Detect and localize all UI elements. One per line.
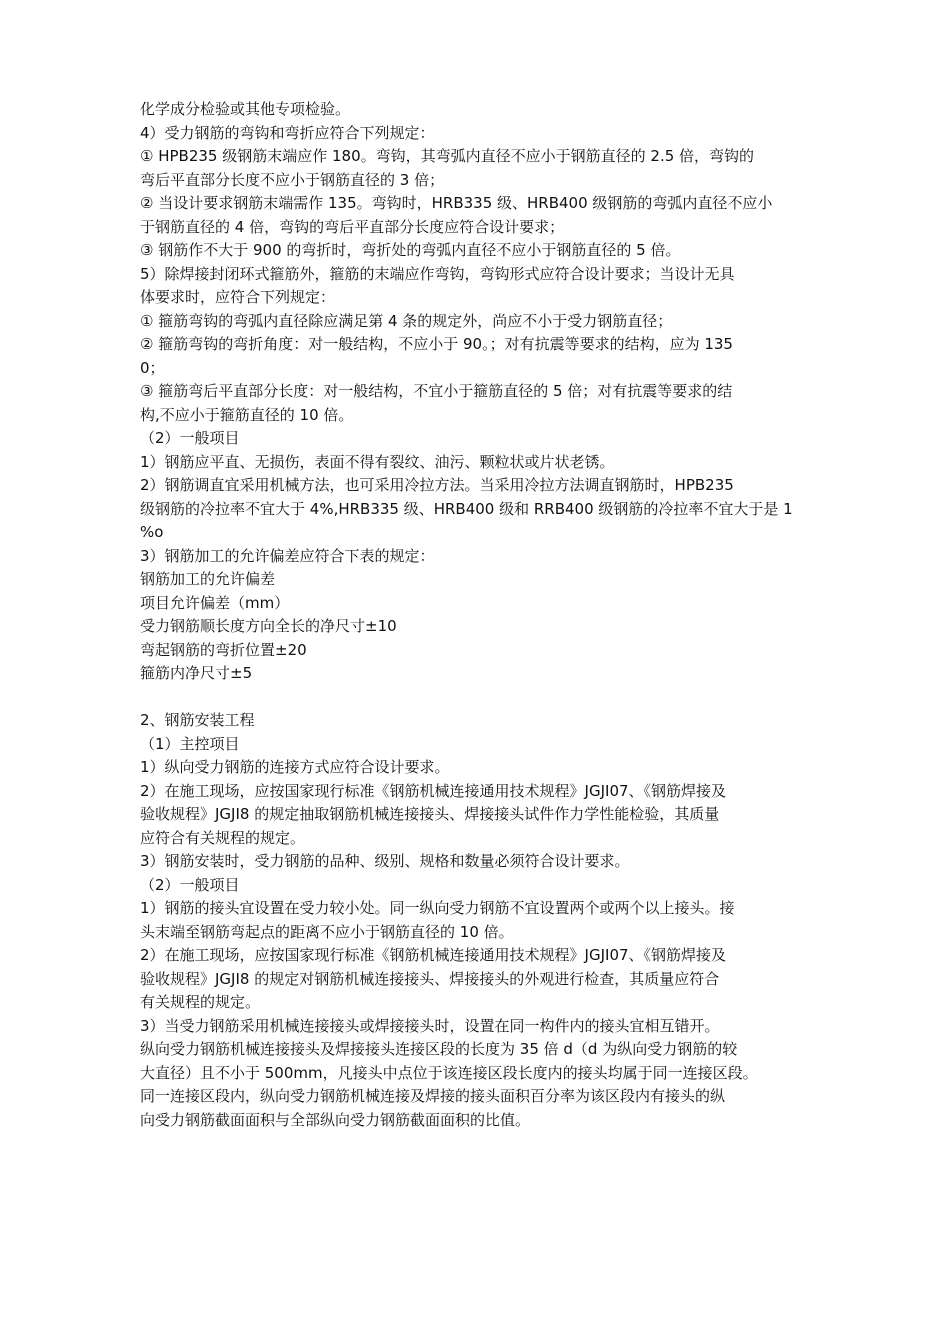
text-line: 弯起钢筋的弯折位置±20	[140, 640, 307, 659]
text-line: ③ 箍筋弯后平直部分长度：对一般结构，不宜小于箍筋直径的 5 倍；对有抗震等要求的结	[140, 382, 733, 400]
text-line: 0；	[140, 358, 165, 377]
text-line: 于钢筋直径的 4 倍，弯钩的弯后平直部分长度应符合设计要求；	[140, 217, 565, 236]
text-line: （2）一般项目	[140, 875, 240, 894]
text-line: 1）钢筋应平直、无损伤，表面不得有裂纹、油污、颗粒状或片状老锈。	[140, 452, 615, 471]
text-line: 3）当受力钢筋采用机械连接接头或焊接接头时，设置在同一构件内的接头宜相互错开。	[140, 1016, 720, 1035]
text-line: 化学成分检验或其他专项检验。	[140, 100, 351, 118]
text-line: 头末端至钢筋弯起点的距离不应小于钢筋直径的 10 倍。	[140, 922, 514, 941]
text-line: 体要求时，应符合下列规定：	[140, 288, 336, 306]
text-line: ② 箍筋弯钩的弯折角度：对一般结构，不应小于 90。；对有抗震等要求的结构，应为 135	[140, 335, 733, 353]
text-line: 纵向受力钢筋机械连接接头及焊接接头连接区段的长度为 35 倍 d（d 为纵向受力钢筋的较	[140, 1040, 738, 1058]
text-line: 向受力钢筋截面面积与全部纵向受力钢筋截面面积的比值。	[140, 1110, 531, 1129]
text-line: ① HPB235 级钢筋末端应作 180。弯钩，其弯弧内直径不应小于钢筋直径的 2.5 倍，弯钩的	[140, 147, 755, 165]
text-line: 5）除焊接封闭环式箍筋外，箍筋的末端应作弯钩，弯钩形式应符合设计要求；当设计无具	[140, 264, 735, 283]
document-page	[140, 98, 815, 1132]
text-line: 3）钢筋加工的允许偏差应符合下表的规定：	[140, 546, 435, 565]
blank-line	[140, 686, 815, 710]
text-line: 同一连接区段内，纵向受力钢筋机械连接及焊接的接头面积百分率为该区段内有接头的纵	[140, 1087, 726, 1105]
text-line: 弯后平直部分长度不应小于钢筋直径的 3 倍；	[140, 170, 445, 189]
text-line: 有关规程的规定。	[140, 993, 261, 1011]
text-line: 1）钢筋的接头宜设置在受力较小处。同一纵向受力钢筋不宜设置两个或两个以上接头。接	[140, 899, 735, 917]
text-line: 4）受力钢筋的弯钩和弯折应符合下列规定：	[140, 123, 435, 142]
text-line: 2）在施工现场，应按国家现行标准《钢筋机械连接通用技术规程》JGJI07、《钢筋焊接及	[140, 781, 727, 800]
text-line: 钢筋加工的允许偏差	[140, 570, 276, 588]
text-line: 受力钢筋顺长度方向全长的净尺寸±10	[140, 617, 397, 635]
text-line: 1）纵向受力钢筋的连接方式应符合设计要求。	[140, 758, 450, 776]
text-line: 2）钢筋调直宜采用机械方法，也可采用冷拉方法。当采用冷拉方法调直钢筋时，HPB235	[140, 476, 734, 494]
text-line: 构,不应小于箍筋直径的 10 倍。	[140, 405, 354, 424]
text-line: ① 箍筋弯钩的弯弧内直径除应满足第 4 条的规定外，尚应不小于受力钢筋直径；	[140, 311, 673, 330]
text-line: 应符合有关规程的规定。	[140, 828, 306, 847]
text-line: 验收规程》JGJI8 的规定抽取钢筋机械连接接头、焊接接头试件作力学性能检验，其质量	[140, 805, 720, 823]
text-line: 2）在施工现场，应按国家现行标准《钢筋机械连接通用技术规程》JGJI07、《钢筋焊接及	[140, 946, 727, 964]
text-line: 级钢筋的冷拉率不宜大于 4%,HRB335 级、HRB400 级和 RRB400 级钢筋的冷拉率不宜大于是 1	[140, 499, 793, 518]
text-line: 2、钢筋安装工程	[140, 711, 255, 729]
text-line: %o	[140, 523, 164, 541]
text-line: 大直径）且不小于 500mm，凡接头中点位于该连接区段长度内的接头均属于同一连接区段。	[140, 1063, 758, 1082]
text-line: 箍筋内净尺寸±5	[140, 664, 253, 682]
text-line: （2）一般项目	[140, 429, 240, 447]
text-line: 3）钢筋安装时，受力钢筋的品种、级别、规格和数量必须符合设计要求。	[140, 852, 630, 870]
text-line: ③ 钢筋作不大于 900 的弯折时，弯折处的弯弧内直径不应小于钢筋直径的 5 倍。	[140, 241, 681, 259]
text-line: 项目允许偏差（mm）	[140, 593, 290, 612]
text-line: 验收规程》JGJI8 的规定对钢筋机械连接接头、焊接接头的外观进行检查，其质量应符合	[140, 969, 720, 988]
text-line: （1）主控项目	[140, 734, 240, 753]
text-line: ② 当设计要求钢筋末端需作 135。弯钩时，HRB335 级、HRB400 级钢筋的弯弧内直径不应小	[140, 194, 773, 212]
